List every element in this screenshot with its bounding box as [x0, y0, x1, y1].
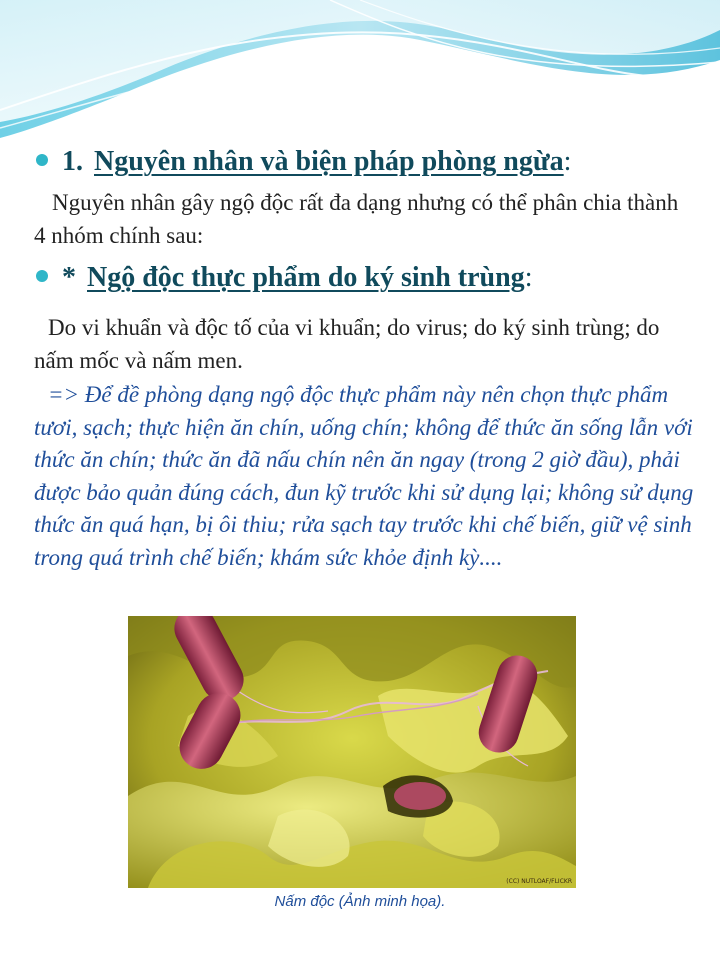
- section1-heading: [62, 146, 571, 178]
- image-credit: (CC) NUTLOAF/FLICKR: [506, 878, 572, 885]
- bullet-icon: [36, 154, 48, 166]
- section1-colon: :: [563, 146, 572, 177]
- bacterium-rod: [394, 782, 446, 810]
- section2-causes: Do vi khuẩn và độc tố của vi khuẩn; do virus; do ký sinh trùng; do nấm mốc và nấm men.: [34, 315, 660, 373]
- section1-intro: Nguyên nhân gây ngộ độc rất đa dạng nhưng có thể phân chia thành 4 nhóm chính sau:: [34, 190, 679, 248]
- section2-prevention: => Để đề phòng dạng ngộ độc thực phẩm này nên chọn thực phẩm tươi, sạch; thực hiện ăn chín, uống chín; không để thức ăn sống lẫn với thức ăn chín; thức ăn đã nấu chín nên ăn ngay (trong 2 giờ đầu), phải được bảo quản đúng cách, đun kỹ trước khi sử dụng lại; không sử dụng thức ăn quá hạn, bị ôi thiu; rửa sạch tay trước khi chế biến, giữ vệ sinh trong quá trình chế biến; khám sức khỏe định kỳ....: [34, 382, 694, 570]
- section2-title: Ngộ độc thực phẩm do ký sinh trùng: [87, 262, 525, 293]
- bullet-icon: [36, 270, 48, 282]
- image-caption: Nấm độc (Ảnh minh họa).: [274, 893, 446, 910]
- section2-heading: [62, 262, 532, 294]
- section2-colon: :: [524, 262, 533, 293]
- bacteria-photo: [128, 616, 576, 888]
- header-wave-decoration: [0, 0, 720, 150]
- section1-heading-row: [36, 146, 571, 178]
- section1-title: Nguyên nhân và biện pháp phòng ngừa: [94, 146, 564, 177]
- section2-heading-row: [36, 262, 532, 294]
- section1-number: 1.: [62, 146, 83, 177]
- section2-prefix: *: [62, 262, 76, 293]
- bacteria-illustration: [128, 616, 576, 888]
